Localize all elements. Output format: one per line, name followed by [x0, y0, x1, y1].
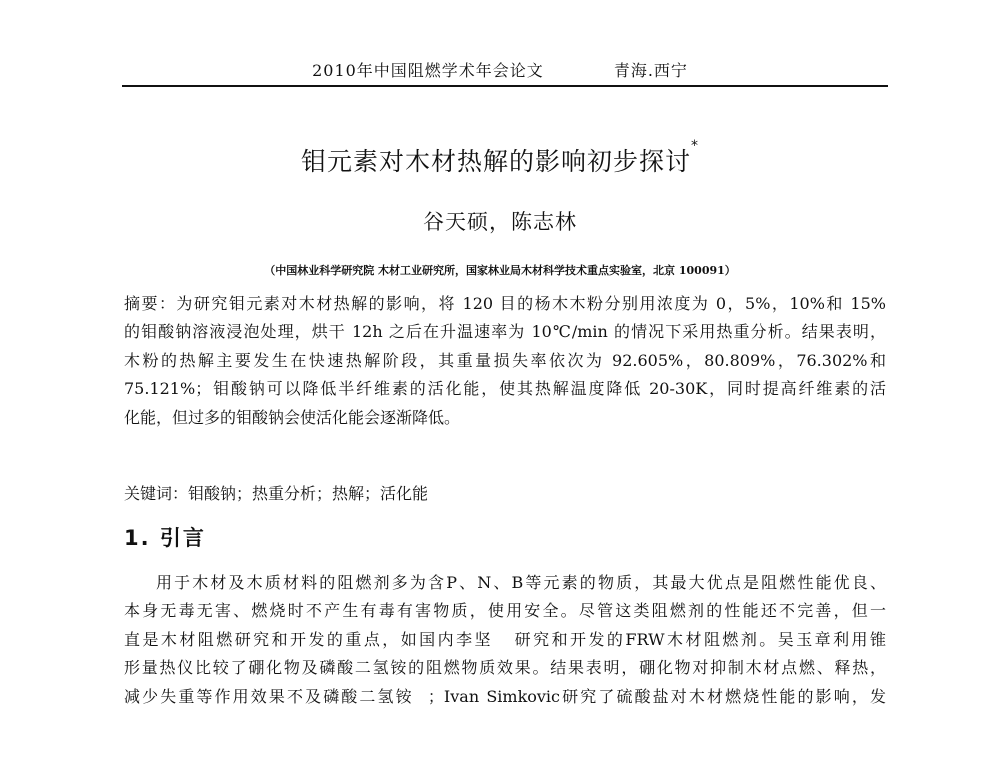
affiliation: （中国林业科学研究院 木材工业研究所，国家林业局木材科学技术重点实验室，北京 100091） [264, 264, 736, 277]
keywords: 关键词：钼酸钠；热重分析；热解；活化能 [124, 484, 429, 503]
conference-name: 2010年中国阻燃学术年会论文 [312, 61, 544, 80]
abstract-line: 75.121%；钼酸钠可以降低半纤维素的活化能，使其热解温度降低 20-30K，同时提高纤维素的活 [124, 379, 886, 399]
abstract [124, 290, 886, 432]
intro-line: 用于木材及木质材料的阻燃剂多为含P、N、B等元素的物质，其最大优点是阻燃性能优良、 [156, 573, 886, 592]
abstract-line: 摘要：为研究钼元素对木材热解的影响，将 120 目的杨木木粉分别用浓度为 0，5%，10%和 15% [124, 294, 886, 313]
intro-text: 减少失重等作用效果不及磷酸二氢铵 [124, 686, 414, 706]
intro-line: 本身无毒无害、燃烧时不产生有毒有害物质，使用安全。尽管这类阻燃剂的性能还不完善，但一 [124, 601, 886, 621]
intro-text: ；Ivan Simkovic研究了硫酸盐对木材燃烧性能的影响，发 [427, 686, 886, 706]
intro-text: 研究和开发的FRW木材阻燃剂。吴玉章利用锥 [507, 629, 886, 649]
intro-text: 直是木材阻燃研究和开发的重点，如国内李坚 [124, 629, 493, 649]
paper-title [0, 138, 1000, 178]
section-heading: 1. 引言 [124, 526, 206, 550]
conference-location: 青海.西宁 [613, 61, 688, 80]
running-header [0, 58, 1000, 81]
authors: 谷天硕，陈志林 [423, 210, 577, 234]
intro-line: 形量热仪比较了硼化物及磷酸二氢铵的阻燃物质效果。结果表明，硼化物对抑制木材点燃、释热， [124, 658, 886, 678]
header-rule [122, 85, 888, 87]
abstract-line: 化能，但过多的钼酸钠会使活化能会逐渐降低。 [124, 407, 461, 427]
abstract-line: 的钼酸钠溶液浸泡处理，烘干 12h 之后在升温速率为 10℃/min 的情况下采用热重分析。结果表明， [124, 322, 886, 342]
abstract-line: 木粉的热解主要发生在快速热解阶段，其重量损失率依次为 92.605%，80.809%，76.302%和 [124, 350, 886, 370]
introduction-paragraph [124, 569, 886, 711]
intro-line [124, 626, 886, 654]
paper-title-text: 钼元素对木材热解的影响初步探讨 [300, 147, 691, 176]
intro-line [124, 683, 886, 711]
title-footnote-mark: * [691, 138, 699, 154]
